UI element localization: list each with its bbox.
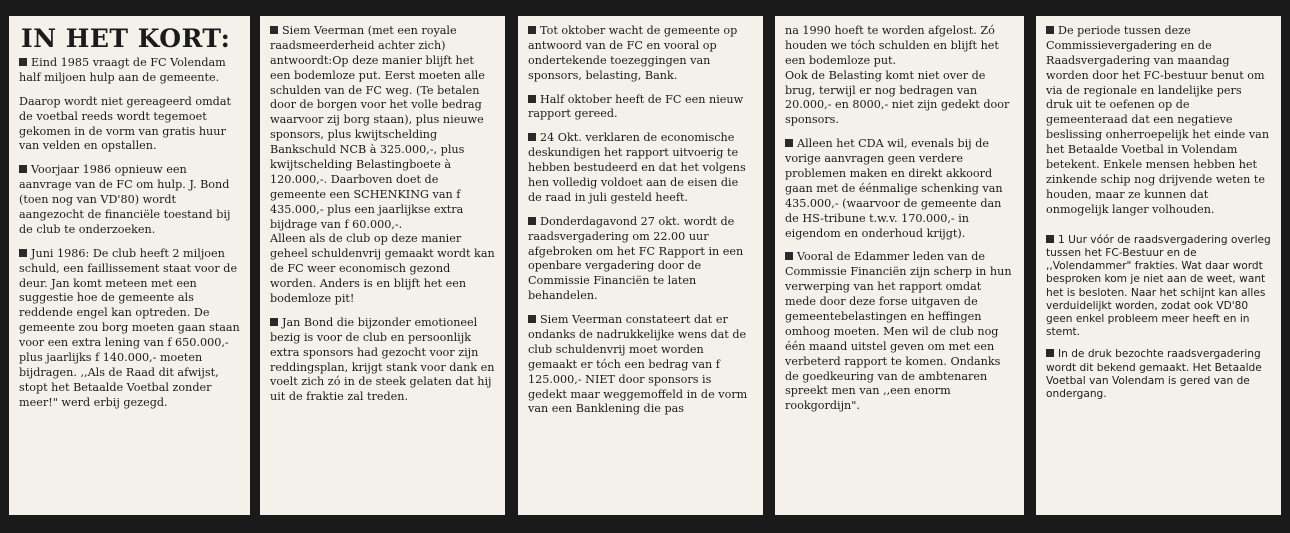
paragraph: Tot oktober wacht de gemeente op antwoord van de FC en vooral op ondertekende toezeggingen van sponsors, belasting, Bank. bbox=[528, 24, 738, 82]
paragraph: In de druk bezochte raadsvergadering wordt dit bekend gemaakt. Het Betaalde Voetbal van Volendam is gered van de ondergang. bbox=[1046, 348, 1262, 401]
paragraph: 1 Uur vóór de raadsvergadering overleg tussen het FC-Bestuur en de ,,Volendammer" frakties. Wat daar wordt besproken kom je niet aan de weet, want het is besloten. Naar het schijnt kan alles verduidelijkt worden, zodat ook VD'80 geen enkel probleem meer heeft en in stemt. bbox=[1046, 233, 1271, 339]
column-1 bbox=[9, 16, 250, 515]
paragraph: Alleen het CDA wil, evenals bij de vorige aanvragen geen verdere problemen maken en direkt akkoord gaan met de éénmalige schenking van 435.000,- (waarvoor de gemeente dan de HS-tribune t.w.v. 170.000,- in eigendom en onderhoud krijgt). bbox=[785, 137, 1003, 240]
column-5 bbox=[1036, 16, 1281, 515]
column-4 bbox=[775, 16, 1024, 515]
bullet-icon bbox=[528, 217, 536, 225]
bullet-icon bbox=[270, 26, 278, 34]
bullet-icon bbox=[528, 315, 536, 323]
bullet-icon bbox=[1046, 235, 1054, 243]
paragraph: 24 Okt. verklaren de economische deskundigen het rapport uitvoerig te hebben bestudeerd en dat het volgens hen volledig voldoet aan de eisen die de raad in juli gesteld heeft. bbox=[528, 131, 746, 204]
bullet-icon bbox=[528, 133, 536, 141]
paragraph: Ook de Belasting komt niet over de brug, terwijl er nog bedragen van 20.000,- en 8000,- niet zijn gedekt door sponsors. bbox=[785, 68, 1010, 127]
paragraph: Alleen als de club op deze manier geheel schuldenvrij gemaakt wordt kan de FC weer economisch gezond worden. Anders is en blijft het een bodemloze pit! bbox=[270, 232, 495, 306]
paragraph: Daarop wordt niet gereageerd omdat de voetbal reeds wordt tegemoet gekomen in de vorm van gratis huur van velden en opstallen. bbox=[19, 94, 231, 153]
paragraph: Donderdagavond 27 okt. wordt de raadsvergadering om 22.00 uur afgebroken om het FC Rapport in een openbare vergadering door de Commissie Financiën te laten behandelen. bbox=[528, 214, 744, 303]
bullet-icon bbox=[785, 252, 793, 260]
column-3 bbox=[518, 16, 763, 515]
bullet-icon bbox=[19, 58, 27, 66]
bullet-icon bbox=[19, 165, 27, 173]
bullet-icon bbox=[270, 318, 278, 326]
paragraph: De periode tussen deze Commissievergadering en de Raadsvergadering van maandag worden door het FC-bestuur benut om via de regionale en landelijke pers druk uit te oefenen op de gemeenteraad dat een negatieve beslissing onherroepelijk het einde van het Betaalde Voetbal in Volendam betekent. Enkele mensen hebben het zinkende schip nog drijvende weten te houden, maar ze kunnen dat onmogelijk langer volhouden. bbox=[1046, 24, 1270, 216]
bullet-icon bbox=[1046, 26, 1054, 34]
column-2 bbox=[260, 16, 505, 515]
bullet-icon bbox=[528, 95, 536, 103]
page-title: IN HET KORT: bbox=[21, 24, 231, 53]
paragraph: Siem Veerman (met een royale raadsmeerderheid achter zich) antwoordt:Op deze manier blijft het een bodemloze put. Eerst moeten alle schulden van de FC weg. (Te betalen door de borgen voor het volle bedrag waarvoor zij borg staan), plus nieuwe sponsors, plus kwijtschelding Bankschuld NCB à 325.000,-, plus kwijtschelding Belastingboete à 120.000,-. Daarboven doet de gemeente een SCHENKING van f 435.000,- plus een jaarlijkse extra bijdrage van f 60.000,-. bbox=[270, 24, 485, 231]
bullet-icon bbox=[1046, 349, 1054, 357]
bullet-icon bbox=[19, 249, 27, 257]
bullet-icon bbox=[785, 139, 793, 147]
paragraph: Eind 1985 vraagt de FC Volendam half miljoen hulp aan de gemeente. bbox=[19, 56, 226, 84]
paragraph: na 1990 hoeft te worden afgelost. Zó houden we tóch schulden en blijft het een bodemloze put. bbox=[785, 24, 999, 67]
paragraph: Voorjaar 1986 opnieuw een aanvrage van de FC om hulp. J. Bond (toen nog van VD'80) wordt aangezocht de financiële toestand bij de club te onderzoeken. bbox=[19, 163, 231, 236]
paragraph: Jan Bond die bijzonder emotioneel bezig is voor de club en persoonlijk extra sponsors had gezocht voor zijn reddingsplan, krijgt stank voor dank en voelt zich zó in de steek gelaten dat hij uit de fraktie zal treden. bbox=[270, 315, 495, 404]
bullet-icon bbox=[528, 26, 536, 34]
paragraph: Vooral de Edammer leden van de Commissie Financiën zijn scherp in hun verwerping van het rapport omdat mede door deze forse uitgaven de gemeentebelastingen en heffingen omhoog moeten. Men wil de club nog één maand uitstel geven om met een verbeterd rapport te komen. Ondanks de goedkeuring van de ambtenaren spreekt men van ,,een enorm rookgordijn". bbox=[785, 250, 1012, 413]
paragraph: Half oktober heeft de FC een nieuw rapport gereed. bbox=[528, 92, 744, 121]
paragraph: Siem Veerman constateert dat er ondanks de nadrukkelijke wens dat de club schuldenvrij moet worden gemaakt er tóch een bedrag van f 125.000,- NIET door sponsors is gedekt maar weggemoffeld in de vorm van een Banklening die pas bbox=[528, 313, 748, 416]
paragraph: Juni 1986: De club heeft 2 miljoen schuld, een faillissement staat voor de deur. Jan komt meteen met een suggestie hoe de gemeente als reddende engel kan optreden. De gemeente zou borg moeten gaan staan voor een extra lening van f 650.000,- plus jaarlijks f 140.000,- moeten bijdragen. ,,Als de Raad dit afwijst, stopt het Betaalde Voetbal zonder meer!" werd erbij gezegd. bbox=[19, 246, 240, 409]
